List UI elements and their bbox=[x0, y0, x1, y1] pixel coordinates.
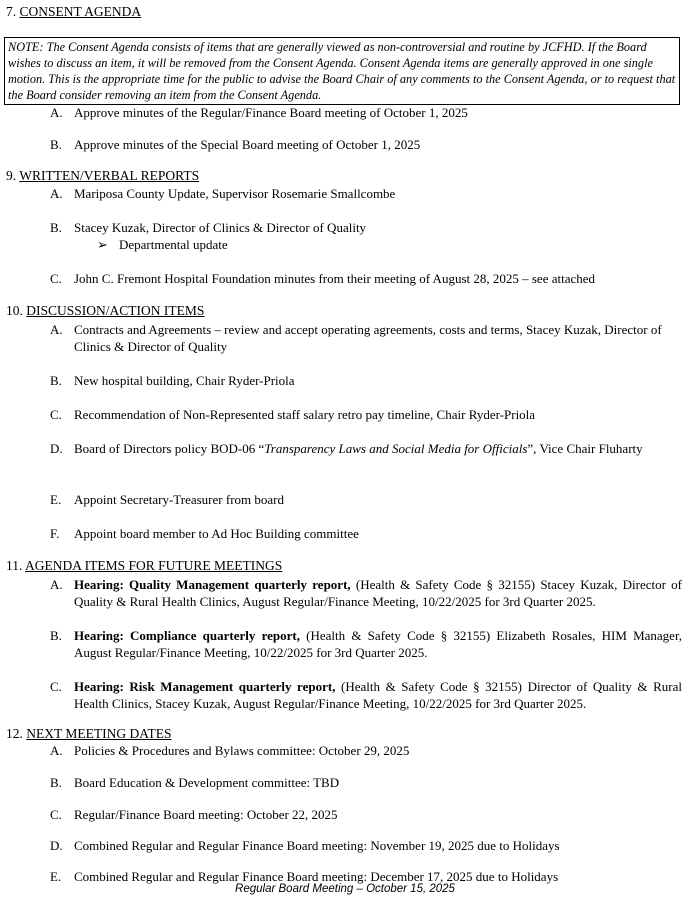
item-letter: A. bbox=[50, 743, 63, 758]
section-9-heading bbox=[6, 168, 199, 184]
item-letter: E. bbox=[50, 869, 62, 884]
list-item bbox=[50, 837, 682, 854]
item-letter: E. bbox=[50, 492, 62, 507]
list-item bbox=[50, 806, 682, 823]
item-text: Mariposa County Update, Supervisor Rosemarie Smallcombe bbox=[74, 186, 396, 201]
item-text: Appoint Secretary-Treasurer from board bbox=[74, 492, 284, 507]
item-letter: A. bbox=[50, 105, 63, 120]
item-text: Recommendation of Non-Represented staff salary retro pay timeline, Chair Ryder-Priola bbox=[74, 407, 536, 422]
item-text bbox=[74, 627, 682, 661]
section-number: 11. bbox=[6, 558, 23, 573]
list-item bbox=[50, 270, 682, 287]
item-text bbox=[74, 678, 682, 712]
item-letter: C. bbox=[50, 679, 62, 694]
section-number: 12. bbox=[6, 726, 23, 741]
list-item bbox=[50, 491, 682, 508]
item-text: Stacey Kuzak, Director of Clinics & Director of Quality bbox=[74, 220, 367, 235]
section-12-heading bbox=[6, 726, 172, 742]
list-item bbox=[50, 136, 682, 153]
item-text: Appoint board member to Ad Hoc Building committee bbox=[74, 526, 359, 541]
list-item bbox=[50, 185, 682, 202]
consent-agenda-note: NOTE: The Consent Agenda consists of items that are generally viewed as non-controversial and routine by JCFHD. If the Board wishes to discuss an item, it will be removed from the Consent Agenda. Consent Agenda items are generally approved in one single motion. This is the appropriate time for the public to advise the Board Chair of any comments to the Consent Agenda, or to request that the Board consider removing an item from the Consent Agenda. bbox=[4, 37, 680, 105]
list-item bbox=[50, 440, 682, 457]
section-title: AGENDA ITEMS FOR FUTURE MEETINGS bbox=[25, 558, 283, 573]
text-post: ”, Vice Chair Fluharty bbox=[527, 441, 643, 456]
list-item bbox=[50, 774, 682, 791]
item-text: Combined Regular and Regular Finance Board meeting: November 19, 2025 due to Holidays bbox=[74, 838, 560, 853]
item-text bbox=[74, 440, 682, 457]
item-letter: F. bbox=[50, 526, 60, 541]
item-text: Policies & Procedures and Bylaws committee: October 29, 2025 bbox=[74, 743, 410, 758]
section-number: 7. bbox=[6, 4, 17, 19]
sub-bullet bbox=[97, 236, 228, 253]
list-item bbox=[50, 525, 682, 542]
hearing-title: Hearing: Quality Management quarterly report, bbox=[74, 577, 351, 592]
list-item bbox=[50, 219, 682, 236]
item-letter: B. bbox=[50, 220, 62, 235]
arrow-bullet-icon: ➢ bbox=[97, 237, 108, 252]
item-text: Approve minutes of the Special Board meeting of October 1, 2025 bbox=[74, 137, 421, 152]
item-letter: B. bbox=[50, 775, 62, 790]
section-number: 10. bbox=[6, 303, 23, 318]
hearing-title: Hearing: Risk Management quarterly report, bbox=[74, 679, 336, 694]
hearing-detail: (Health & Safety Code § 32155) Director of Quality & Rural Health Clinics, Stacey Kuzak, August Regular/Finance Meeting, 10/22/2025 for 3rd Quarter 2025. bbox=[74, 679, 683, 711]
hearing-title: Hearing: Compliance quarterly report, bbox=[74, 628, 300, 643]
list-item bbox=[50, 678, 682, 712]
item-letter: A. bbox=[50, 577, 63, 592]
section-10-heading bbox=[6, 303, 204, 319]
text-pre: Board of Directors policy BOD-06 “ bbox=[74, 441, 265, 456]
item-letter: C. bbox=[50, 271, 62, 286]
list-item bbox=[50, 104, 682, 121]
item-text: Contracts and Agreements – review and accept operating agreements, costs and terms, Stacey Kuzak, Director of Clinics & Director of Quality bbox=[74, 322, 662, 354]
item-text: Approve minutes of the Regular/Finance Board meeting of October 1, 2025 bbox=[74, 105, 468, 120]
section-title: DISCUSSION/ACTION ITEMS bbox=[26, 303, 205, 318]
item-text: Regular/Finance Board meeting: October 22, 2025 bbox=[74, 807, 338, 822]
item-letter: B. bbox=[50, 137, 62, 152]
item-text: John C. Fremont Hospital Foundation minutes from their meeting of August 28, 2025 – see attached bbox=[74, 271, 596, 286]
section-number: 9. bbox=[6, 168, 17, 183]
hearing-detail: (Health & Safety Code § 32155) Elizabeth Rosales, HIM Manager, August Regular/Finance Meeting, 10/22/2025 for 3rd Quarter 2025. bbox=[74, 628, 683, 660]
item-letter: D. bbox=[50, 441, 63, 456]
section-title: NEXT MEETING DATES bbox=[26, 726, 172, 741]
item-letter: A. bbox=[50, 186, 63, 201]
item-letter: C. bbox=[50, 407, 62, 422]
item-letter: D. bbox=[50, 838, 63, 853]
section-11-heading bbox=[6, 558, 282, 574]
list-item bbox=[50, 406, 682, 423]
item-text: Board Education & Development committee: TBD bbox=[74, 775, 340, 790]
section-title: CONSENT AGENDA bbox=[19, 4, 142, 19]
item-letter: A. bbox=[50, 322, 63, 337]
list-item bbox=[50, 627, 682, 661]
hearing-detail: (Health & Safety Code § 32155) Stacey Kuzak, Director of Quality & Rural Health Clinics, August Regular/Finance Meeting, 10/22/2025 for 3rd Quarter 2025. bbox=[74, 577, 682, 609]
page-footer: Regular Board Meeting – October 15, 2025 bbox=[235, 883, 455, 895]
section-title: WRITTEN/VERBAL REPORTS bbox=[19, 168, 200, 183]
list-item bbox=[50, 742, 682, 759]
item-text: New hospital building, Chair Ryder-Priola bbox=[74, 373, 295, 388]
item-text bbox=[74, 576, 682, 610]
item-letter: B. bbox=[50, 628, 62, 643]
item-letter: B. bbox=[50, 373, 62, 388]
item-letter: C. bbox=[50, 807, 62, 822]
list-item bbox=[50, 372, 682, 389]
bullet-text: Departmental update bbox=[119, 237, 228, 252]
section-7-heading bbox=[6, 4, 141, 20]
policy-title: Transparency Laws and Social Media for Officials bbox=[264, 441, 528, 456]
list-item bbox=[50, 321, 682, 355]
list-item bbox=[50, 576, 682, 610]
item-text: Combined Regular and Regular Finance Board meeting: December 17, 2025 due to Holidays bbox=[74, 869, 559, 884]
